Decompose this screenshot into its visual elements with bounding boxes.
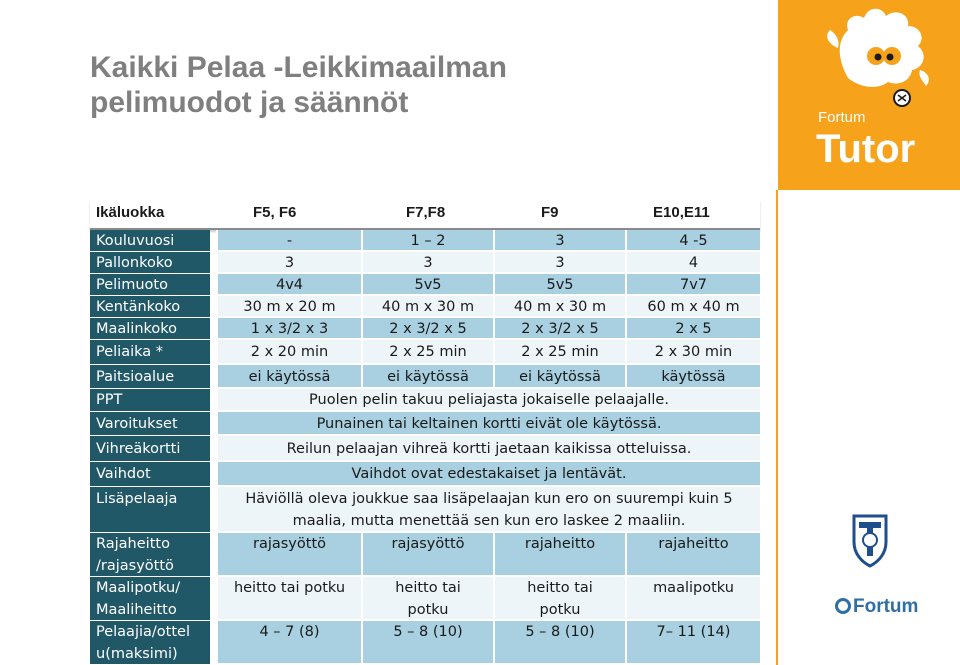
table-row [90, 621, 760, 665]
table-row [90, 533, 760, 577]
table-row [90, 436, 760, 462]
table-row [90, 577, 760, 621]
header-col-4: E10,E11 [653, 204, 710, 221]
table-cell: 2 x 25 min [361, 340, 493, 365]
table-cell: Punainen tai keltainen kortti eivät ole käytössä. [216, 412, 760, 436]
cell-line: maalipotku [653, 580, 734, 596]
table-cell: 3 [361, 252, 493, 274]
table-cell: ei käytössä [493, 365, 625, 389]
table-cell: 2 x 3/2 x 5 [493, 318, 625, 340]
row-label: Peliaika * [90, 340, 210, 365]
table-cell: ei käytössä [361, 365, 493, 389]
table-row [90, 296, 760, 318]
table-row [90, 230, 760, 252]
label-line: Maalipotku/ [96, 580, 181, 596]
svg-text:Fortum: Fortum [818, 109, 866, 126]
header-col-3: F9 [541, 204, 559, 221]
header-label: Ikäluokka [96, 204, 165, 221]
cell-line: heitto tai potku [233, 580, 346, 596]
cell-line: heitto tai [527, 580, 593, 596]
fortum-logo [835, 596, 918, 618]
table-cell: ei käytössä [216, 365, 361, 389]
svg-text:Tutor: Tutor [816, 127, 916, 171]
fortum-tutor-logo [778, 0, 960, 190]
row-label [90, 533, 210, 577]
table-cell: Puolen pelin takuu peliajasta jokaiselle pelaajalle. [216, 389, 760, 412]
label-line: Pelaajia/ottel [96, 624, 190, 640]
table-row [90, 412, 760, 436]
table-cell: 4v4 [216, 274, 361, 296]
table-cell: 1 x 3/2 x 3 [216, 318, 361, 340]
table-cell: 5v5 [493, 274, 625, 296]
table-cell: 2 x 30 min [625, 340, 760, 365]
table-cell: 7v7 [625, 274, 760, 296]
table-row [90, 340, 760, 365]
table-cell: 2 x 20 min [216, 340, 361, 365]
table-cell: 3 [216, 252, 361, 274]
row-label: Paitsioalue [90, 365, 210, 389]
row-label: Varoitukset [90, 412, 210, 436]
row-label: Kentänkoko [90, 296, 210, 318]
table-cell: Vaihdot ovat edestakaiset ja lentävät. [216, 462, 760, 487]
label-line: /rajasyöttö [96, 558, 174, 574]
table-cell: 4 [625, 252, 760, 274]
row-label: Pallonkoko [90, 252, 210, 274]
table-cell: käytössä [625, 365, 760, 389]
tutor-mascot-icon [778, 0, 960, 190]
row-label [90, 577, 210, 621]
table-cell: 2 x 25 min [493, 340, 625, 365]
table-row [90, 252, 760, 274]
cell-line: Häviöllä oleva joukkue saa lisäpelaajan kun ero on suurempi kuin 5 [245, 491, 733, 507]
row-label: Vaihdot [90, 462, 210, 487]
row-label: PPT [90, 389, 210, 412]
table-cell: 4 – 7 (8) [216, 621, 361, 665]
label-line: Maaliheitto [96, 602, 177, 618]
table-row [90, 318, 760, 340]
table-cell: rajaheitto [625, 533, 760, 577]
table-cell: 7– 11 (14) [625, 621, 760, 665]
table-row [90, 389, 760, 412]
table-cell [216, 487, 760, 533]
table-cell: 5 – 8 (10) [493, 621, 625, 665]
table-cell: rajasyöttö [361, 533, 493, 577]
header-col-2: F7,F8 [406, 204, 446, 221]
table-row [90, 274, 760, 296]
cell-line: heitto tai [395, 580, 461, 596]
table-cell [361, 577, 493, 621]
orange-divider [776, 190, 778, 665]
table-cell: 5v5 [361, 274, 493, 296]
row-label: Vihreäkortti [90, 436, 210, 462]
table-cell: 40 m x 30 m [493, 296, 625, 318]
cell-line: potku [407, 602, 449, 618]
label-line: Rajaheitto [96, 536, 170, 552]
table-header [90, 200, 760, 230]
table-cell [493, 577, 625, 621]
table-cell: - [216, 230, 361, 252]
header-col-1: F5, F6 [253, 204, 297, 221]
table-cell: rajasyöttö [216, 533, 361, 577]
table-cell: 2 x 3/2 x 5 [361, 318, 493, 340]
table-cell: rajaheitto [493, 533, 625, 577]
cell-line: maalia, mutta menettää sen kun ero laskee 2 maaliin. [292, 513, 686, 529]
table-cell: 1 – 2 [361, 230, 493, 252]
label-line: u(maksimi) [96, 646, 178, 662]
row-label: Lisäpelaaja [90, 487, 210, 533]
table-cell: 3 [493, 230, 625, 252]
table-row [90, 462, 760, 487]
table-cell: 30 m x 20 m [216, 296, 361, 318]
row-label: Kouluvuosi [90, 230, 210, 252]
table-cell: 3 [493, 252, 625, 274]
fortum-swirl-icon [835, 598, 851, 614]
table-row [90, 365, 760, 389]
table-row [90, 487, 760, 533]
table-cell: 40 m x 30 m [361, 296, 493, 318]
title-line-1: Kaikki Pelaa -Leikkimaailman [90, 51, 507, 84]
table-cell: 5 – 8 (10) [361, 621, 493, 665]
table-cell: 4 -5 [625, 230, 760, 252]
fortum-wordmark: Fortum [853, 596, 919, 617]
row-label: Maalinkoko [90, 318, 210, 340]
table-cell: Reilun pelaajan vihreä kortti jaetaan kaikissa otteluissa. [216, 436, 760, 462]
page-title [90, 50, 710, 120]
row-label [90, 621, 210, 665]
table-cell: 2 x 5 [625, 318, 760, 340]
table-cell: 60 m x 40 m [625, 296, 760, 318]
title-line-2: pelimuodot ja säännöt [90, 86, 409, 119]
table-cell [625, 577, 760, 621]
finland-fa-crest-icon [850, 512, 890, 568]
table-cell [216, 577, 361, 621]
cell-line: potku [539, 602, 581, 618]
row-label: Pelimuoto [90, 274, 210, 296]
